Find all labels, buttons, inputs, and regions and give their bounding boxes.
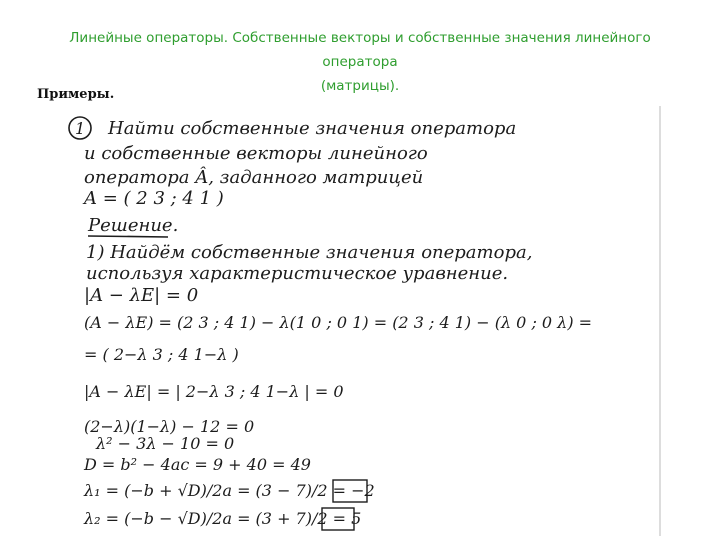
equation-determinant: |A − λE| = | 2−λ 3 ; 4 1−λ | = 0 [84,382,344,401]
section-label: Примеры. [37,87,115,102]
solution-heading: Решение. [88,215,179,236]
task-line-2: и собственные векторы линейного [84,143,428,164]
task-line-3: оператора Â, заданного матрицей [84,167,424,188]
solution-underline [88,236,168,237]
slide-title-line-1: Линейные операторы. Собственные векторы и собственные значения линейного оператора [69,30,651,70]
matrix-definition: A = ( 2 3 ; 4 1 ) [84,188,224,209]
handwriting-canvas [36,106,664,536]
equation-product: (2−λ)(1−λ) − 12 = 0 [84,417,255,436]
equation-characteristic: |A − λE| = 0 [84,285,199,306]
slide-title-line-2: (матрицы). [320,78,400,94]
step1-line-1: 1) Найдём собственные значения оператора, [86,242,533,263]
slide-title [30,26,690,98]
equation-lambda-1: λ₁ = (−b + √D)/2a = (3 − 7)/2 = −2 [84,481,375,500]
task-number: 1 [75,119,86,138]
equation-result-matrix: = ( 2−λ 3 ; 4 1−λ ) [84,345,239,364]
equation-discriminant: D = b² − 4ac = 9 + 40 = 49 [84,455,311,474]
equation-lambda-2: λ₂ = (−b − √D)/2a = (3 + 7)/2 = 5 [84,509,362,528]
step1-line-2: используя характеристическое уравнение. [86,263,509,284]
equation-expansion: (A − λE) = (2 3 ; 4 1) − λ(1 0 ; 0 1) = (2 3 ; 4 1) − (λ 0 ; 0 λ) = [84,313,593,332]
task-line-1: Найти собственные значения оператора [108,118,517,139]
handwritten-solution-scan [36,106,664,536]
equation-quadratic: λ² − 3λ − 10 = 0 [96,434,235,453]
